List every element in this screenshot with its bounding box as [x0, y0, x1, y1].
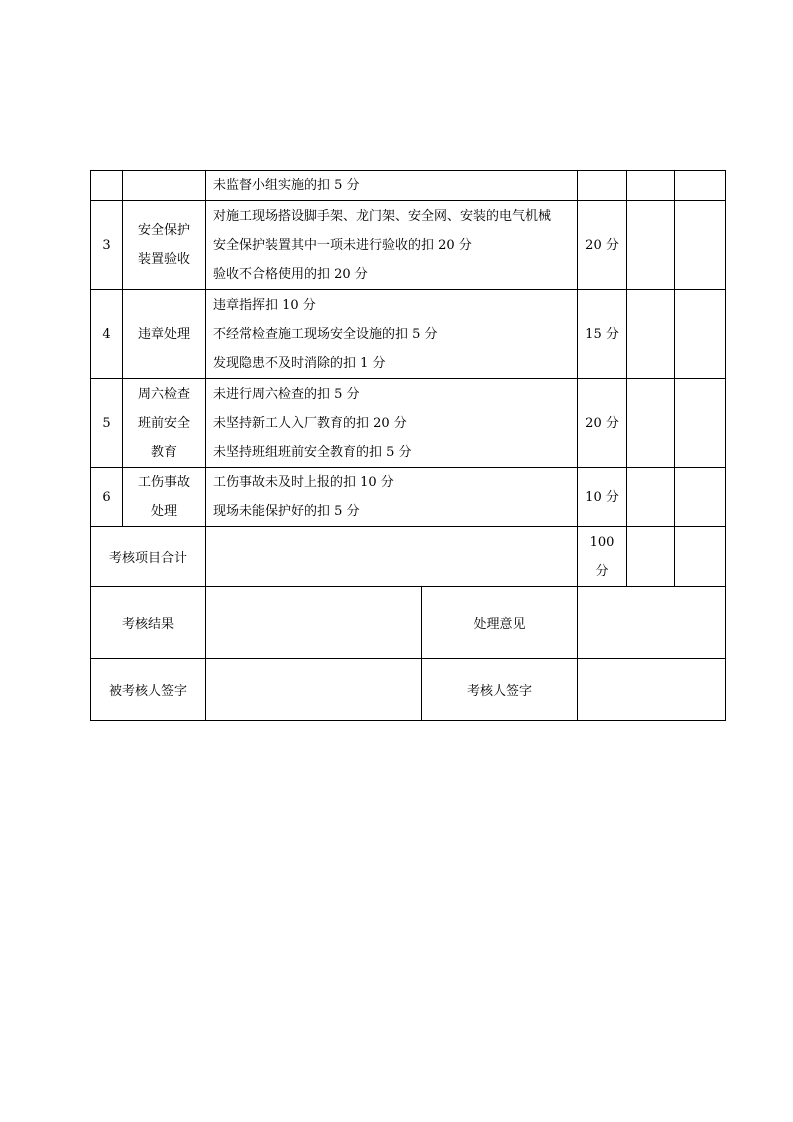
- item-name-cell: [123, 171, 206, 201]
- table-row: [91, 468, 726, 527]
- item-criteria-cell: [206, 171, 578, 201]
- item-name-line: 教育: [150, 444, 177, 460]
- signature-row: [91, 659, 726, 721]
- criteria-line: 对施工现场搭设脚手架、龙门架、安全网、安装的电气机械: [213, 208, 552, 224]
- actual-score-cell: [675, 290, 726, 379]
- deduction-cell: [627, 468, 675, 527]
- item-number-cell: [91, 171, 123, 201]
- item-name-line: 安全保护: [137, 223, 190, 238]
- item-criteria-cell: [206, 201, 578, 290]
- criteria-line: 未监督小组实施的扣 5 分: [213, 178, 360, 193]
- total-label: 考核项目合计: [91, 527, 206, 587]
- actual-score-cell: [675, 379, 726, 468]
- item-number-cell: 6: [91, 468, 123, 527]
- deduction-cell: [627, 379, 675, 468]
- item-name-cell: [123, 468, 206, 527]
- table-row: [91, 379, 726, 468]
- item-number-cell: 3: [91, 201, 123, 290]
- result-value-field[interactable]: [206, 587, 422, 659]
- score-cell: 20 分: [578, 379, 627, 468]
- table-row: [91, 290, 726, 379]
- total-row: [91, 527, 726, 587]
- item-name-line: 违章处理: [137, 326, 190, 342]
- item-criteria-cell: [206, 379, 578, 468]
- table-row: [91, 171, 726, 201]
- criteria-line: 未坚持班组班前安全教育的扣 5 分: [213, 444, 412, 460]
- score-cell: 20 分: [578, 201, 627, 290]
- deduction-cell: [627, 201, 675, 290]
- total-criteria-cell: [206, 527, 578, 587]
- criteria-line: 工伤事故未及时上报的扣 10 分: [213, 475, 394, 490]
- score-cell: 15 分: [578, 290, 627, 379]
- item-name-cell: [123, 290, 206, 379]
- total-score-line: 分: [595, 563, 609, 579]
- criteria-line: 安全保护装置其中一项未进行验收的扣 20 分: [213, 237, 472, 253]
- actual-score-cell: [675, 468, 726, 527]
- item-name-line: 班前安全: [137, 415, 190, 431]
- result-row: [91, 587, 726, 659]
- total-score-line: 100: [589, 534, 615, 550]
- item-criteria-cell: [206, 290, 578, 379]
- criteria-line: 现场未能保护好的扣 5 分: [213, 504, 360, 519]
- result-label: 考核结果: [91, 587, 206, 659]
- opinion-value-field[interactable]: [578, 587, 726, 659]
- examiner-signature-field[interactable]: [578, 659, 726, 721]
- item-name-line: 处理: [150, 504, 177, 519]
- score-cell: 10 分: [578, 468, 627, 527]
- criteria-line: 未坚持新工人入厂教育的扣 20 分: [213, 415, 407, 431]
- item-criteria-cell: [206, 468, 578, 527]
- item-name-cell: [123, 379, 206, 468]
- total-score-cell: [578, 527, 627, 587]
- deduction-cell: [627, 171, 675, 201]
- item-name-line: 工伤事故: [137, 475, 190, 490]
- score-cell: [578, 171, 627, 201]
- examinee-signature-label: 被考核人签字: [91, 659, 206, 721]
- actual-score-cell: [675, 171, 726, 201]
- item-name-cell: [123, 201, 206, 290]
- item-name-line: 周六检查: [137, 386, 190, 402]
- opinion-label: 处理意见: [422, 587, 578, 659]
- deduction-cell: [627, 290, 675, 379]
- total-deduction-cell: [627, 527, 675, 587]
- total-actual-cell: [675, 527, 726, 587]
- criteria-line: 未进行周六检查的扣 5 分: [213, 386, 360, 402]
- actual-score-cell: [675, 201, 726, 290]
- item-number-cell: 4: [91, 290, 123, 379]
- criteria-line: 发现隐患不及时消除的扣 1 分: [213, 355, 386, 371]
- table-row: [91, 201, 726, 290]
- examiner-signature-label: 考核人签字: [422, 659, 578, 721]
- criteria-line: 验收不合格使用的扣 20 分: [213, 266, 368, 282]
- examinee-signature-field[interactable]: [206, 659, 422, 721]
- item-name-line: 装置验收: [137, 252, 190, 267]
- assessment-table: [90, 170, 726, 721]
- criteria-line: 违章指挥扣 10 分: [213, 297, 316, 313]
- item-number-cell: 5: [91, 379, 123, 468]
- criteria-line: 不经常检查施工现场安全设施的扣 5 分: [213, 326, 438, 342]
